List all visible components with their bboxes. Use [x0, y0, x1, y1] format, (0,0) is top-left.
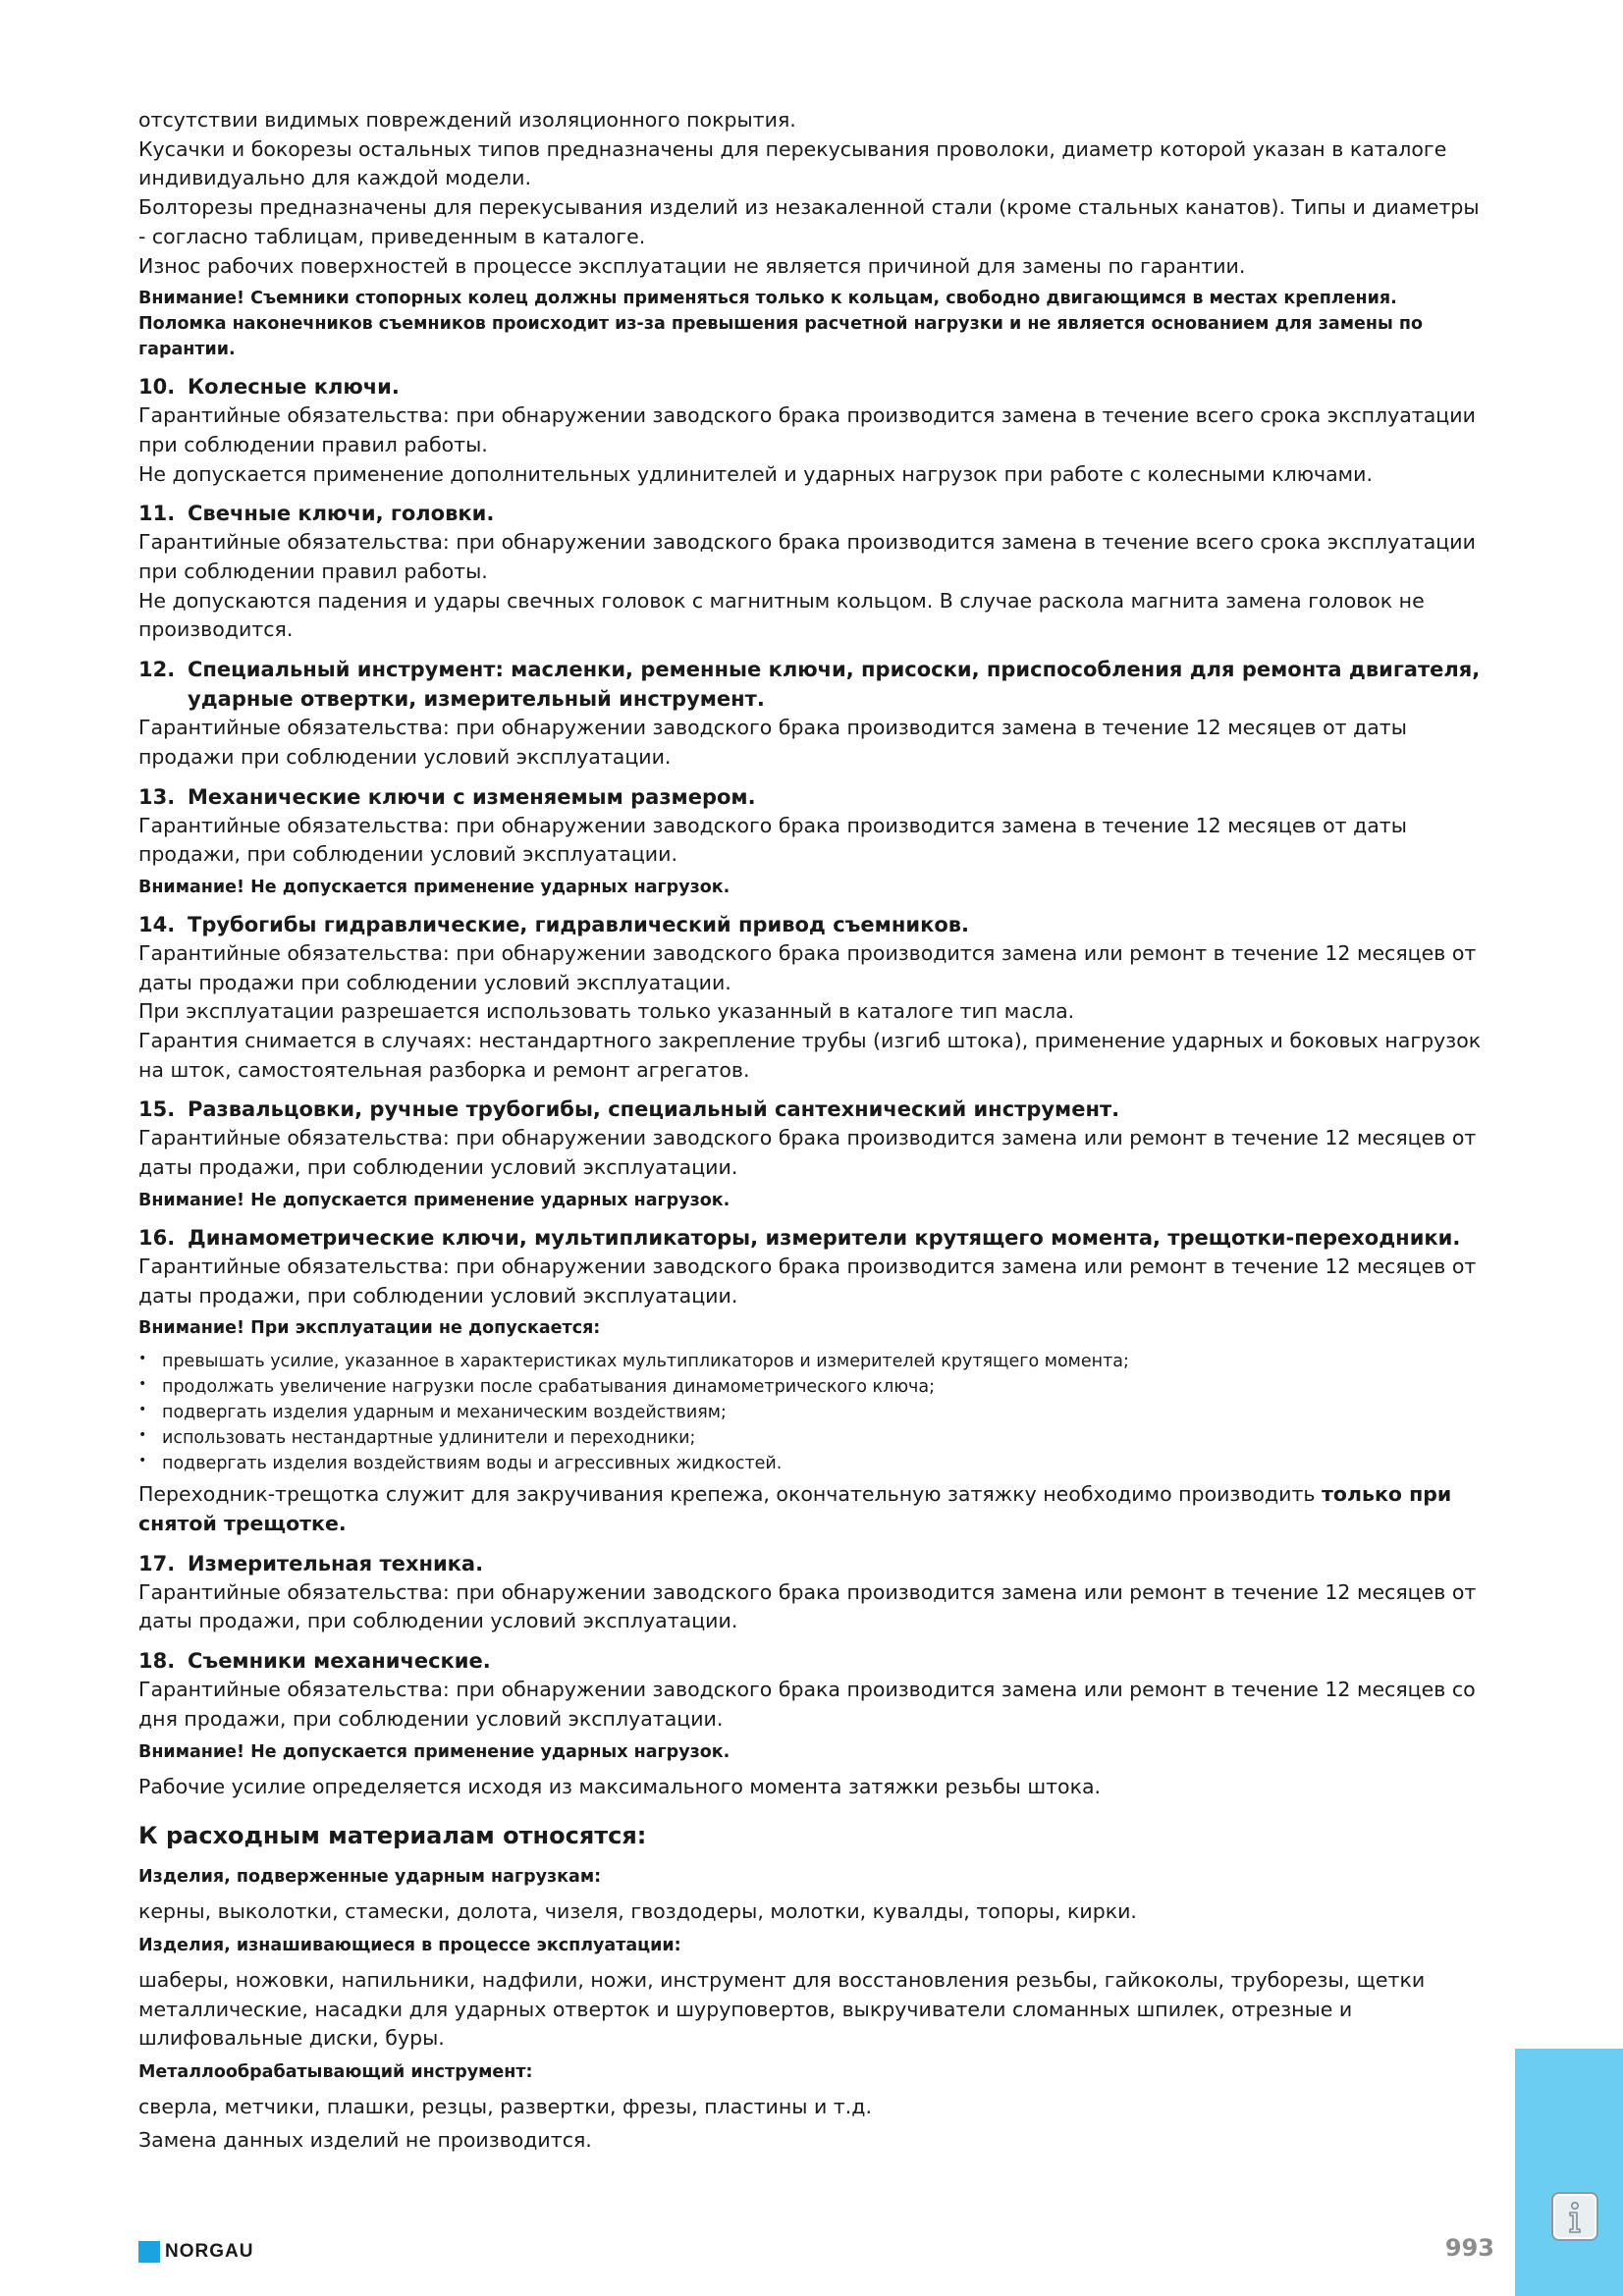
intro-paragraph: Болторезы предназначены для перекусывания изделий из незакаленной стали (кроме стальных канатов). Типы и диаметры - согласно таблицам, приведенным в каталоге. [138, 195, 1480, 248]
consumables-text: шаберы, ножовки, напильники, надфили, ножи, инструмент для восстановления резьбы, гайкоколы, труборезы, щетки металлические, насадки для ударных отверток и шуруповертов, выкручиватели сломанных шпилек, отрезные и шлифовальные диски, буры. [138, 1967, 1426, 2051]
list-item: • использовать нестандартные удлинители и переходники; [138, 1425, 1484, 1451]
section-12 [138, 655, 1484, 772]
section-heading [138, 1549, 1484, 1578]
section-paragraph: Гарантийные обязательства: при обнаружении заводского брака производится замена в течение всего срока эксплуатации при соблюдении правил работы. [138, 530, 1476, 584]
list-item: • подвергать изделия воздействиям воды и агрессивных жидкостей. [138, 1451, 1484, 1476]
restrictions-list [138, 1349, 1484, 1476]
section-number: 18. [138, 1649, 176, 1674]
section-paragraph: Гарантийные обязательства: при обнаружении заводского брака производится замена в течение 12 месяцев от даты продажи при соблюдении условий эксплуатации. [138, 716, 1407, 769]
logo-text: NORGAU [165, 2241, 254, 2262]
section-paragraph: Гарантийные обязательства: при обнаружении заводского брака производится замена или ремонт в течение 12 месяцев от даты продажи при соблюдении условий эксплуатации. [138, 940, 1477, 994]
intro-paragraph: Износ рабочих поверхностей в процессе эксплуатации не является причиной для замены по гарантии. [138, 253, 1246, 278]
section-heading [138, 1223, 1484, 1253]
section-paragraph: Не допускаются падения и удары свечных головок с магнитным кольцом. В случае раскола магнита замена головок не производится. [138, 588, 1425, 642]
section-paragraph: Гарантийные обязательства: при обнаружении заводского брака производится замена в течение 12 месяцев от даты продажи, при соблюдении условий эксплуатации. [138, 813, 1407, 867]
section-paragraph: Гарантийные обязательства: при обнаружении заводского брака производится замена или ремонт в течение 12 месяцев со дня продажи, при соблюдении условий эксплуатации. [138, 1678, 1476, 1731]
list-item: • продолжать увеличение нагрузки после срабатывания динамометрического ключа; [138, 1374, 1484, 1400]
consumables-final-note: Замена данных изделий не производится. [138, 2127, 592, 2152]
intro-paragraph: отсутствии видимых повреждений изоляционного покрытия. [138, 108, 796, 132]
consumables-text: керны, выколотки, стамески, долота, чизеля, гвоздодеры, молотки, кувалды, топоры, кирки. [138, 1899, 1137, 1924]
intro-warning: Внимание! Съемники стопорных колец должны применяться только к кольцам, свободно двигающимся в местах крепления. Поломка наконечников съемников происходит из-за превышения расчетной нагрузки и не является основанием для замены по гарантии. [138, 289, 1424, 360]
section-number: 11. [138, 502, 176, 526]
section-18 [138, 1646, 1484, 1801]
section-after-paragraph: Рабочие усилие определяется исходя из максимального момента затяжки резьбы штока. [138, 1774, 1102, 1798]
section-16 [138, 1223, 1484, 1539]
section-heading [138, 910, 1484, 939]
ratchet-note-text: Переходник-трещотка служит для закручивания крепежа, окончательную затяжку необходимо производить [138, 1482, 1322, 1507]
section-17 [138, 1549, 1484, 1636]
logo-square-icon [138, 2241, 160, 2263]
side-tab [1515, 2049, 1623, 2296]
section-number: 15. [138, 1097, 176, 1122]
section-paragraph: Не допускается применение дополнительных удлинителей и ударных нагрузок при работе с колесными ключами. [138, 461, 1373, 486]
intro-block [138, 106, 1484, 362]
consumables-subtitle: Изделия, подверженные ударным нагрузкам: [138, 1867, 602, 1888]
section-warning: Внимание! Не допускается применение ударных нагрузок. [138, 1741, 730, 1762]
section-13 [138, 782, 1484, 900]
section-paragraph: Гарантия снимается в случаях: нестандартного закрепление трубы (изгиб штока), применение ударных и боковых нагрузок на шток, самостоятельная разборка и ремонт агрегатов. [138, 1029, 1482, 1082]
section-10 [138, 372, 1484, 489]
section-title: Динамометрические ключи, мультипликаторы, измерители крутящего момента, трещотки-переходники. [188, 1225, 1461, 1250]
section-warning: Внимание! Не допускается применение ударных нагрузок. [138, 1190, 730, 1210]
consumables-text: сверла, метчики, плашки, резцы, развертки, фрезы, пластины и т.д. [138, 2095, 872, 2119]
section-heading [138, 499, 1484, 528]
section-14 [138, 910, 1484, 1086]
info-icon[interactable] [1551, 2192, 1598, 2241]
section-paragraph: Гарантийные обязательства: при обнаружении заводского брака производится замена в течение всего срока эксплуатации при соблюдении правил работы. [138, 403, 1476, 456]
document-body [138, 106, 1484, 2155]
norgau-logo [138, 2241, 253, 2263]
consumables-groups [138, 1864, 1484, 2122]
consumables-subtitle: Изделия, изнашивающиеся в процессе эксплуатации: [138, 1935, 681, 1955]
section-heading [138, 1095, 1484, 1124]
section-number: 17. [138, 1551, 176, 1575]
intro-paragraph: Кусачки и бокорезы остальных типов предназначены для перекусывания проволоки, диаметр которой указан в каталоге индивидуально для каждой модели. [138, 136, 1447, 190]
section-title: Трубогибы гидравлические, гидравлический привод съемников. [188, 912, 970, 936]
ratchet-note [138, 1480, 1484, 1538]
section-title: Механические ключи с изменяемым размером. [188, 784, 756, 809]
consumables-group [138, 1864, 1484, 1927]
info-icon-glyph [1553, 2194, 1596, 2239]
consumables-block [138, 1819, 1484, 2155]
section-number: 14. [138, 912, 176, 936]
section-paragraph: Гарантийные обязательства: при обнаружении заводского брака производится замена или ремонт в течение 12 месяцев от даты продажи, при соблюдении условий эксплуатации. [138, 1254, 1477, 1308]
consumables-group [138, 1933, 1484, 2054]
section-paragraph: Гарантийные обязательства: при обнаружении заводского брака производится замена или ремонт в течение 12 месяцев от даты продажи, при соблюдении условий эксплуатации. [138, 1126, 1477, 1180]
section-warning: Внимание! При эксплуатации не допускается: [138, 1318, 601, 1339]
consumables-group [138, 2059, 1484, 2122]
list-item: • подвергать изделия ударным и механическим воздействиям; [138, 1400, 1484, 1425]
warranty-sections [138, 372, 1484, 1801]
section-title: Измерительная техника. [188, 1551, 484, 1575]
page-number: 993 [1444, 2234, 1494, 2262]
section-title: Специальный инструмент: масленки, ременные ключи, присоски, приспособления для ремонта двигателя, ударные отвертки, измерительный инструмент. [188, 658, 1481, 712]
section-title: Развальцовки, ручные трубогибы, специальный сантехнический инструмент. [188, 1097, 1120, 1122]
section-heading [138, 782, 1484, 812]
consumables-subtitle: Металлообрабатывающий инструмент: [138, 2062, 533, 2083]
section-heading [138, 1646, 1484, 1676]
section-title: Свечные ключи, головки. [188, 502, 495, 526]
consumables-title: К расходным материалам относятся: [138, 1822, 647, 1850]
ratchet-note-bold: только при снятой трещотке. [138, 1482, 1452, 1535]
section-number: 10. [138, 375, 176, 400]
section-number: 12. [138, 658, 176, 682]
section-warning: Внимание! Не допускается применение ударных нагрузок. [138, 877, 730, 897]
section-title: Колесные ключи. [188, 375, 400, 400]
section-paragraph: Гарантийные обязательства: при обнаружении заводского брака производится замена или ремонт в течение 12 месяцев от даты продажи, при соблюдении условий эксплуатации. [138, 1579, 1477, 1633]
section-heading [138, 655, 1484, 714]
section-11 [138, 499, 1484, 645]
section-paragraph: При эксплуатации разрешается использовать только указанный в каталоге тип масла. [138, 999, 1075, 1024]
section-title: Съемники механические. [188, 1649, 491, 1674]
section-number: 16. [138, 1225, 176, 1250]
section-15 [138, 1095, 1484, 1212]
list-item: • превышать усилие, указанное в характеристиках мультипликаторов и измерителей крутящего момента; [138, 1349, 1484, 1374]
section-number: 13. [138, 784, 176, 809]
section-heading [138, 372, 1484, 401]
